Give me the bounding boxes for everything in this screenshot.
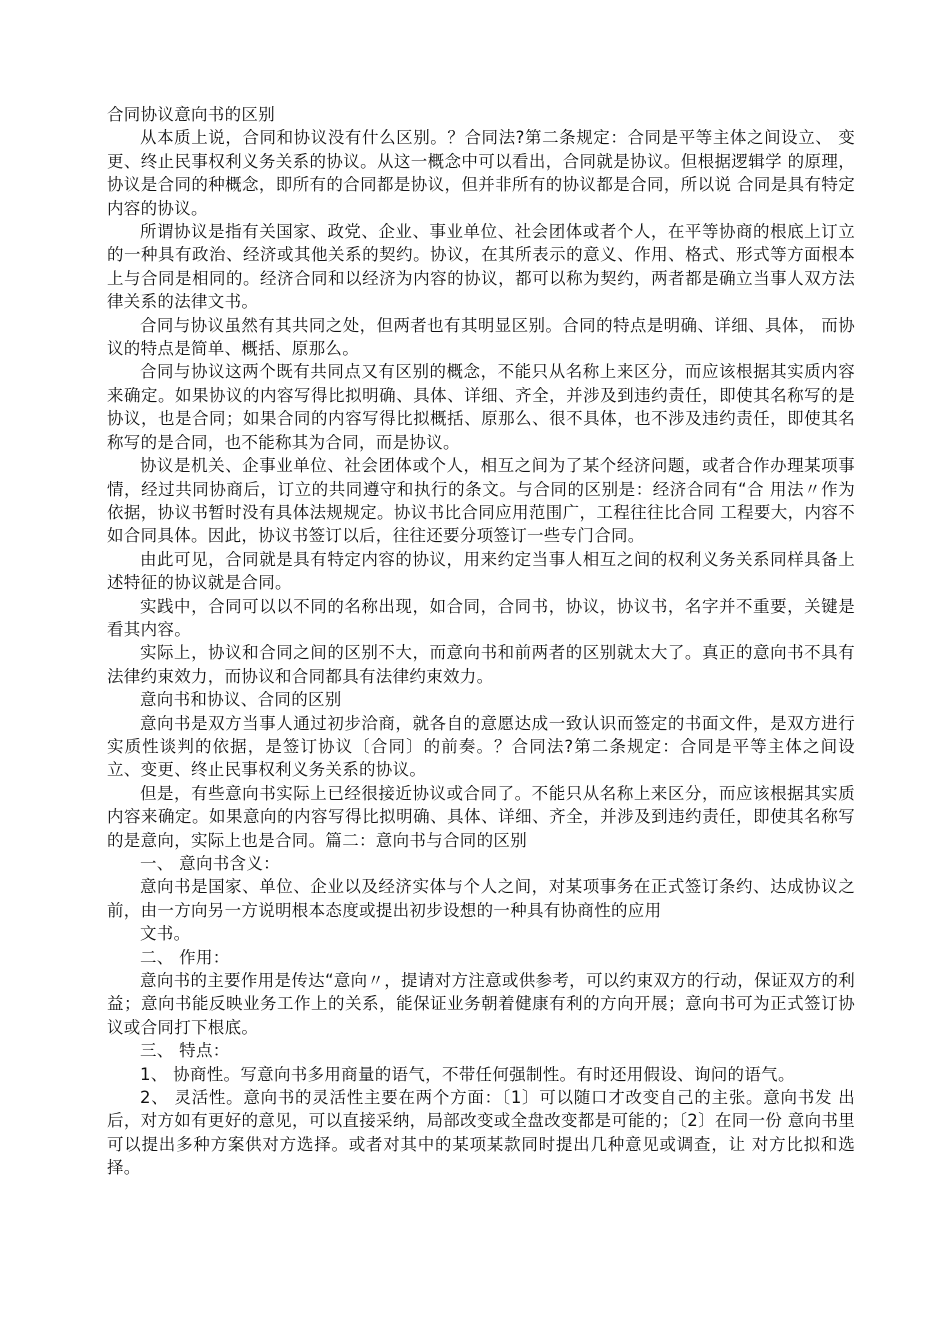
body-paragraph: 实践中，合同可以以不同的名称出现，如合同，合同书，协议，协议书，名字并不重要，关键是看其内容。 xyxy=(107,596,855,639)
body-paragraph: 所谓协议是指有关国家、政党、企业、事业单位、社会团体或者个人，在平等协商的根底上订立的一种具有政治、经济或其他关系的契约。协议，在其所表示的意义、作用、格式、形式等方面根本上与合同是相同的。经济合同和以经济为内容的协议，都可以称为契约，两者都是确立当事人双方法律关系的法律文书。 xyxy=(107,222,855,312)
body-paragraph: 合同与协议虽然有其共同之处，但两者也有其明显区别。合同的特点是明确、详细、具体， 而协议的特点是简单、概括、原那么。 xyxy=(107,315,855,359)
body-paragraph: 但是，有些意向书实际上已经很接近协议或合同了。不能只从名称上来区分，而应该根据其实质内容来确定。如果意向的内容写得比拟明确、具体、详细、齐全，并涉及到违约责任，即使其名称写的是意向，实际上也是合同。篇二：意向书与合同的区别 xyxy=(107,783,855,850)
body-paragraph: 1、 协商性。写意向书多用商量的语气，不带任何强制性。有时还用假设、询问的语气。 xyxy=(140,1064,795,1084)
body-paragraph: 一、 意向书含义： xyxy=(140,854,280,873)
body-paragraph: 文书。 xyxy=(140,924,191,944)
document-body xyxy=(107,103,855,1180)
body-paragraph: 合同与协议这两个既有共同点又有区别的概念，不能只从名称上来区分，而应该根据其实质内容来确定。如果协议的内容写得比拟明确、具体、详细、齐全，并涉及到违约责任，即使其名称写的是协议，也是合同；如果合同的内容写得比拟概括、原那么、很不具体，也不涉及违约责任，即使其名称写的是合同，也不能称其为合同，而是协议。 xyxy=(107,362,855,452)
body-paragraph: 意向书的主要作用是传达“意向〃，提请对方注意或供参考，可以约束双方的行动，保证双方的利益；意向书能反映业务工作上的关系，能保证业务朝着健康有利的方向开展；意向书可为正式签订协议或合同打下根底。 xyxy=(107,971,855,1037)
body-paragraph: 实际上，协议和合同之间的区别不大，而意向书和前两者的区别就太大了。真正的意向书不具有法律约束效力，而协议和合同都具有法律约束效力。 xyxy=(107,643,855,686)
body-paragraph: 意向书是双方当事人通过初步洽商，就各自的意愿达成一致认识而签定的书面文件，是双方进行实质性谈判的依据，是签订协议〔合同〕的前奏。？合同法?第二条规定：合同是平等主体之间设立、变更、终止民事权利义务关系的协议。 xyxy=(107,713,855,780)
body-paragraph: 2、 灵活性。意向书的灵活性主要在两个方面：〔1〕可以随口才改变自己的主张。意向书发 出后，对方如有更好的意见，可以直接采纳，局部改变或全盘改变都是可能的；〔2〕在同一份 意向书里可以提出多种方案供对方选择。或者对其中的某项某款同时提出几种意见或调查，让 对方比拟和选择。 xyxy=(107,1088,855,1178)
paragraph-list xyxy=(107,126,855,1179)
document-title: 合同协议意向书的区别 xyxy=(107,105,275,124)
body-paragraph: 从本质上说，合同和协议没有什么区别。？合同法?第二条规定：合同是平等主体之间设立、 变更、终止民事权利义务关系的协议。从这一概念中可以看出，合同就是协议。但根据逻辑学 的原理，协议是合同的种概念，即所有的合同都是协议，但并非所有的协议都是合同，所以说 合同是具有特定内容的协议。 xyxy=(107,128,855,218)
body-paragraph: 意向书是国家、单位、企业以及经济实体与个人之间，对某项事务在正式签订条约、达成协议之前，由一方向另一方说明根本态度或提出初步设想的一种具有协商性的应用 xyxy=(107,877,855,920)
body-paragraph: 意向书和协议、合同的区别 xyxy=(140,690,342,710)
body-paragraph: 由此可见，合同就是具有特定内容的协议，用来约定当事人相互之间的权利义务关系同样具备上述特征的协议就是合同。 xyxy=(107,549,855,593)
body-paragraph: 三、 特点： xyxy=(140,1041,230,1061)
body-paragraph: 协议是机关、企事业单位、社会团体或个人，相互之间为了某个经济问题，或者合作办理某项事情，经过共同协商后，订立的共同遵守和执行的条文。与合同的区别是：经济合同有“合 用法〃作为依据，协议书暂时没有具体法规规定。协议书比合同应用范围广，工程往往比合同 工程要大，内容不如合同具体。因此，协议书签订以后，往往还要分项签订一些专门合同。 xyxy=(107,456,855,546)
body-paragraph: 二、 作用： xyxy=(140,947,230,967)
